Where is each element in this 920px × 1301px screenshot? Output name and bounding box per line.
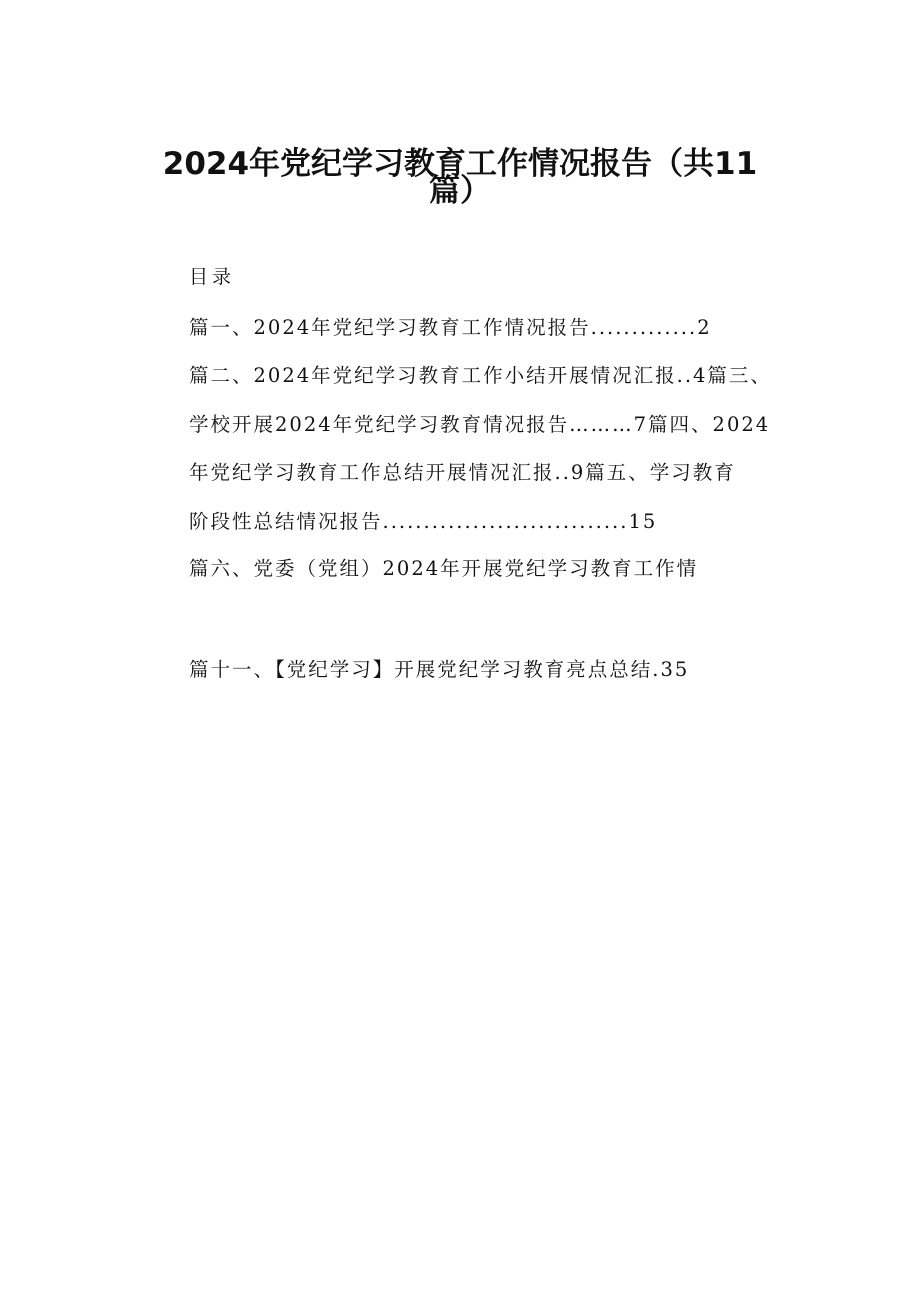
toc-entry-6: 篇六、党委（党组）2024年开展党纪学习教育工作情	[189, 557, 699, 580]
document-title-line-2: 篇）	[429, 173, 491, 209]
toc-entry-1: 篇一、2024年党纪学习教育工作情况报告.............2	[189, 316, 712, 339]
toc-heading: 目录	[189, 266, 236, 288]
toc-entry-5: 阶段性总结情况报告..............................15	[189, 510, 658, 533]
toc-entry-4: 年党纪学习教育工作总结开展情况汇报..9篇五、学习教育	[189, 461, 736, 484]
document-title-line-1: 2024年党纪学习教育工作情况报告（共11	[162, 146, 758, 182]
toc-entry-2: 篇二、2024年党纪学习教育工作小结开展情况汇报..4篇三、	[189, 364, 772, 387]
toc-entry-3: 学校开展2024年党纪学习教育情况报告………7篇四、2024	[189, 413, 771, 436]
toc-entry-7: 篇十一、【党纪学习】开展党纪学习教育亮点总结.35	[189, 658, 690, 681]
